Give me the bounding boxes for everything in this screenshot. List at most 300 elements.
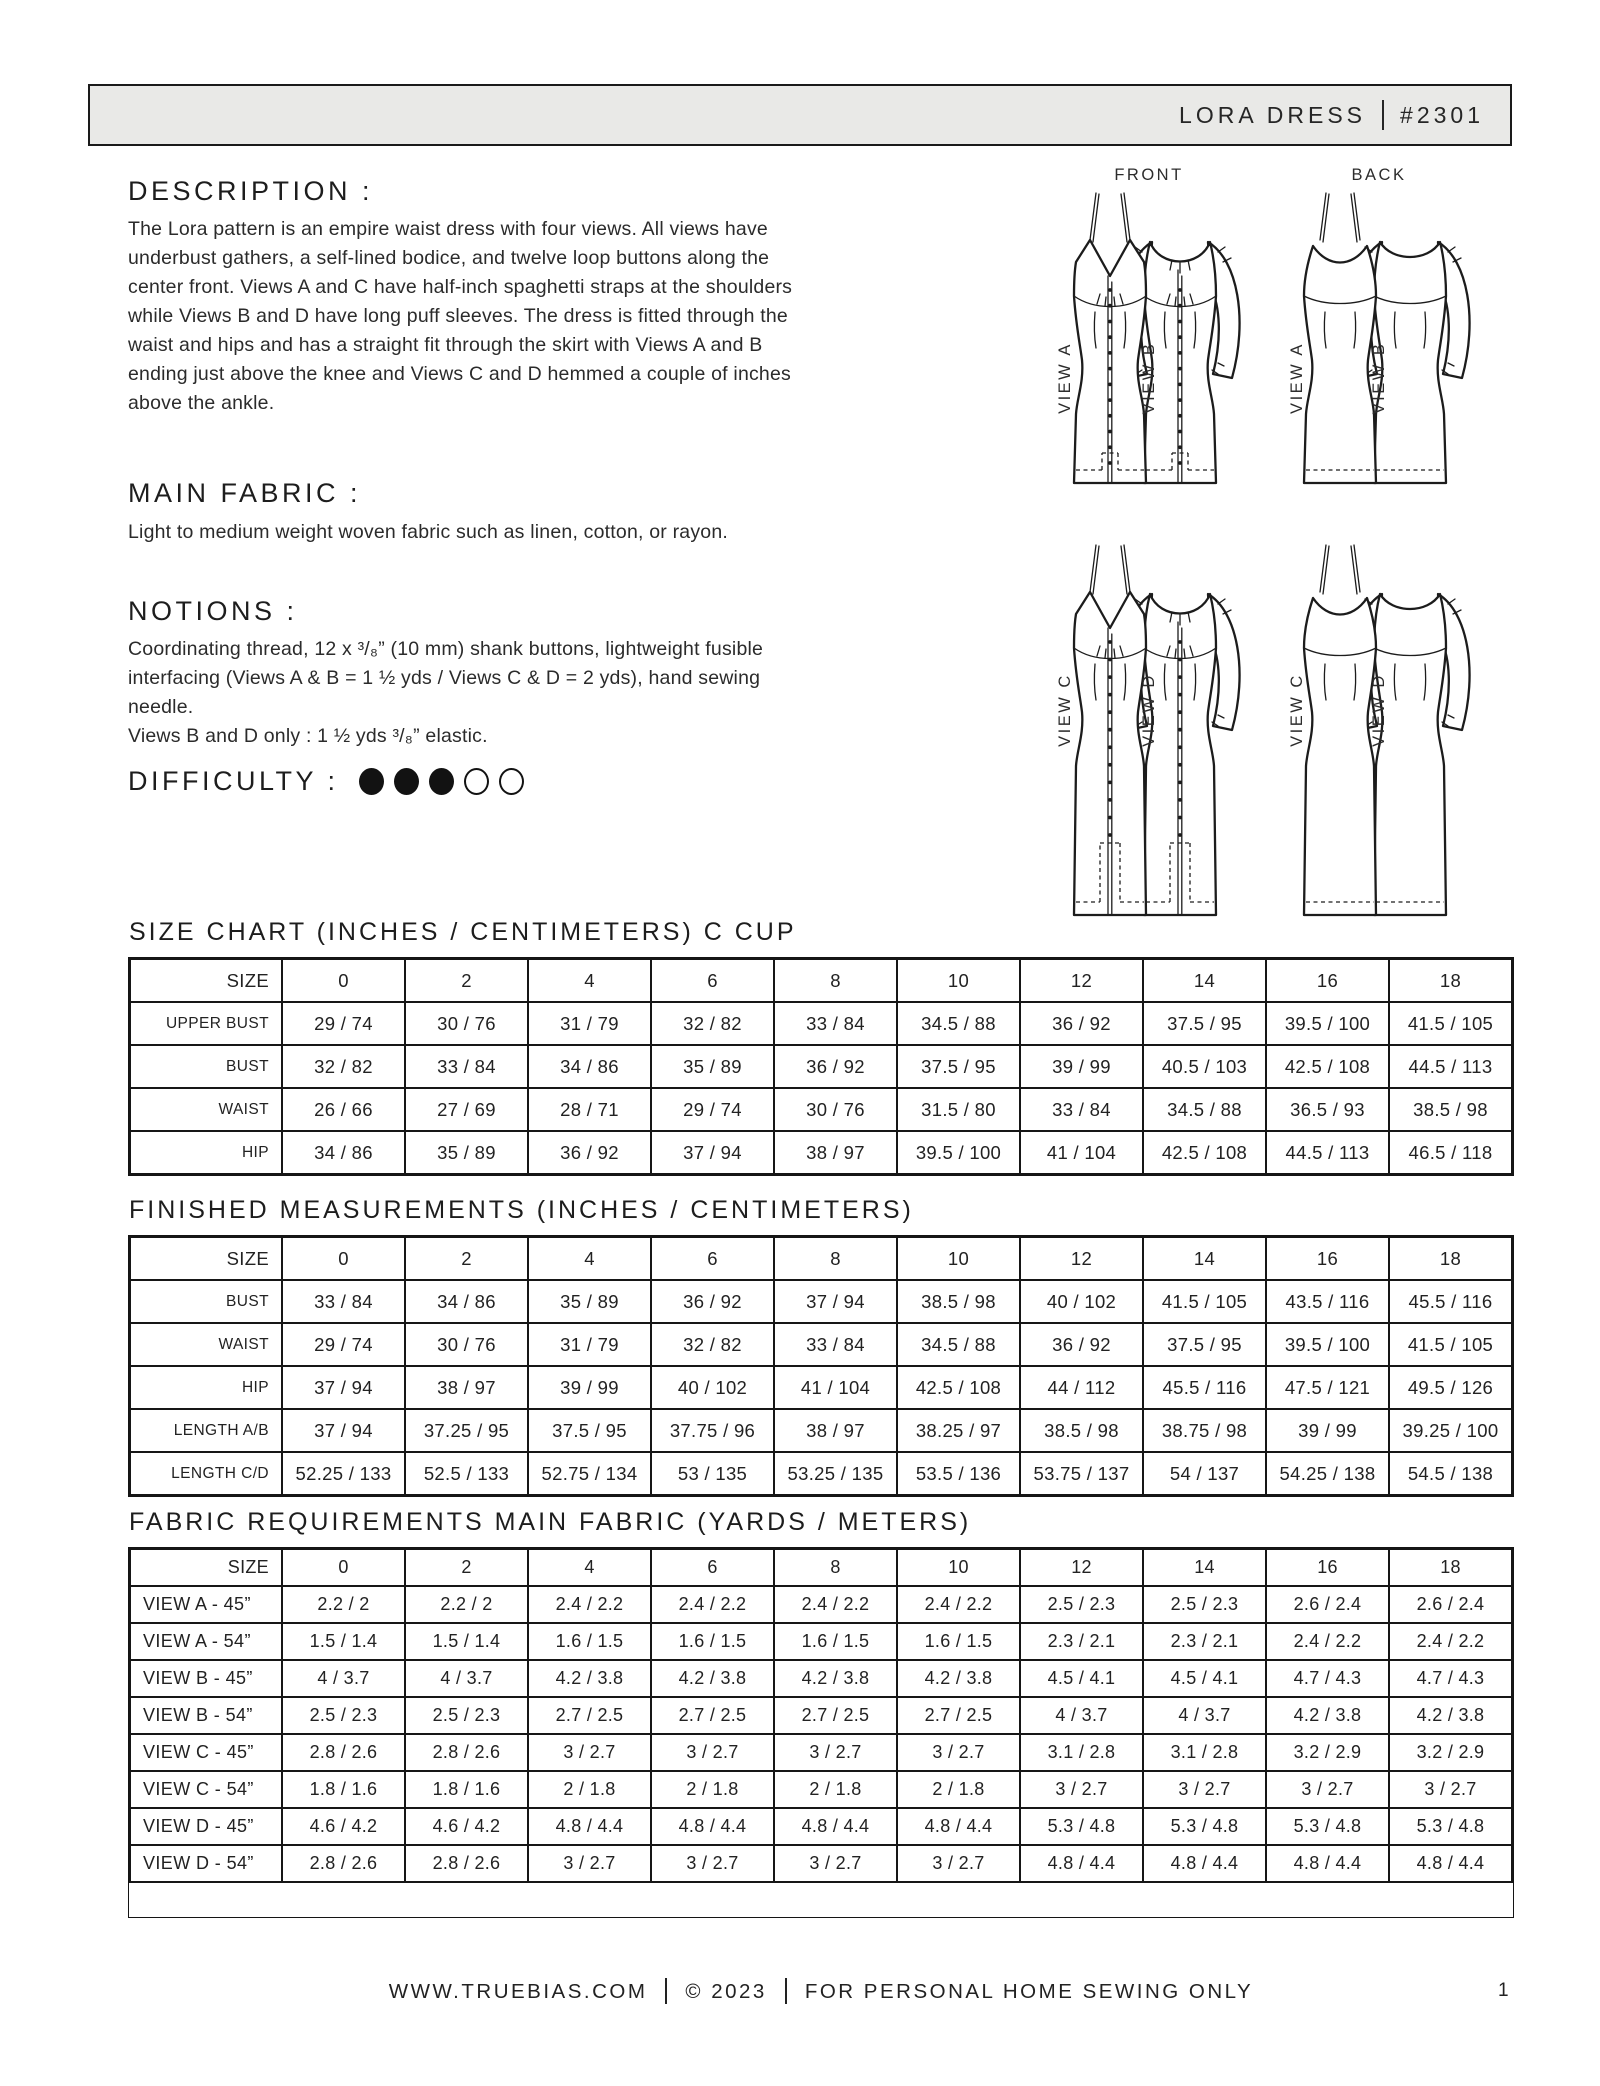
measurement-cell: 4.8 / 4.4: [774, 1808, 897, 1845]
measurement-cell: 31.5 / 80: [897, 1088, 1020, 1131]
view-a-front-label: VIEW A: [1056, 342, 1074, 414]
size-column-header: 12: [1020, 1237, 1143, 1280]
loop-button: [1178, 640, 1182, 644]
loop-button: [1178, 288, 1182, 292]
measurement-cell: 4 / 3.7: [282, 1660, 405, 1697]
measurement-cell: 37.5 / 95: [1143, 1002, 1266, 1045]
row-label: VIEW A - 45”: [130, 1586, 282, 1623]
measurement-cell: 2.4 / 2.2: [774, 1586, 897, 1623]
measurement-cell: 53.5 / 136: [897, 1452, 1020, 1495]
size-column-header: 18: [1389, 959, 1512, 1002]
size-column-header: 8: [774, 1237, 897, 1280]
measurement-cell: 41.5 / 105: [1389, 1323, 1512, 1366]
view-a-back-label: VIEW A: [1288, 342, 1306, 414]
loop-button: [1108, 728, 1112, 732]
size-column-header: 2: [405, 959, 528, 1002]
loop-button: [1108, 430, 1112, 434]
measurement-cell: 3 / 2.7: [528, 1845, 651, 1882]
measurement-cell: 2.8 / 2.6: [282, 1734, 405, 1771]
measurement-cell: 3.2 / 2.9: [1266, 1734, 1389, 1771]
measurement-cell: 2.5 / 2.3: [405, 1697, 528, 1734]
measurement-cell: 1.6 / 1.5: [897, 1623, 1020, 1660]
loop-button: [1178, 745, 1182, 749]
measurement-cell: 36 / 92: [528, 1131, 651, 1174]
size-column-header: 10: [897, 1549, 1020, 1586]
table-row: [130, 1660, 1512, 1697]
loop-button: [1178, 304, 1182, 308]
measurement-cell: 38.75 / 98: [1143, 1409, 1266, 1452]
measurement-cell: 38.5 / 98: [1020, 1409, 1143, 1452]
loop-button: [1178, 367, 1182, 371]
measurement-cell: 27 / 69: [405, 1088, 528, 1131]
size-column-header: 10: [897, 959, 1020, 1002]
measurement-cell: 39 / 99: [1020, 1045, 1143, 1088]
front-label: FRONT: [1114, 166, 1184, 184]
measurement-cell: 37 / 94: [774, 1280, 897, 1323]
measurement-cell: 2.5 / 2.3: [282, 1697, 405, 1734]
measurement-cell: 38 / 97: [774, 1131, 897, 1174]
measurement-cell: 33 / 84: [282, 1280, 405, 1323]
fabric-requirements-section: [128, 1508, 1514, 1918]
measurement-cell: 33 / 84: [405, 1045, 528, 1088]
finished-measurements-table-wrap: [128, 1235, 1514, 1497]
loop-button: [1178, 398, 1182, 402]
table-row: [130, 1280, 1512, 1323]
measurement-cell: 30 / 76: [405, 1002, 528, 1045]
measurement-cell: 35 / 89: [651, 1045, 774, 1088]
row-label: VIEW D - 45”: [130, 1808, 282, 1845]
view-d-front-label: VIEW D: [1140, 673, 1158, 747]
measurement-cell: 5.3 / 4.8: [1266, 1808, 1389, 1845]
measurement-cell: 2.3 / 2.1: [1143, 1623, 1266, 1660]
measurement-cell: 52.75 / 134: [528, 1452, 651, 1495]
view-c-back-label: VIEW C: [1288, 673, 1306, 747]
loop-button: [1178, 798, 1182, 802]
measurement-cell: 41.5 / 105: [1389, 1002, 1512, 1045]
loop-button: [1178, 430, 1182, 434]
measurement-cell: 41 / 104: [774, 1366, 897, 1409]
loop-button: [1108, 763, 1112, 767]
measurement-cell: 54.5 / 138: [1389, 1452, 1512, 1495]
measurement-cell: 4.8 / 4.4: [528, 1808, 651, 1845]
fabric_requirements-table: [129, 1548, 1513, 1883]
measurement-cell: 34 / 86: [528, 1045, 651, 1088]
footer-usage: FOR PERSONAL HOME SEWING ONLY: [804, 1980, 1254, 2003]
measurement-cell: 1.8 / 1.6: [405, 1771, 528, 1808]
size-column-header: 2: [405, 1549, 528, 1586]
measurement-cell: 32 / 82: [651, 1002, 774, 1045]
measurement-cell: 54.25 / 138: [1266, 1452, 1389, 1495]
measurement-cell: 39.5 / 100: [1266, 1002, 1389, 1045]
measurement-cell: 2.8 / 2.6: [405, 1845, 528, 1882]
measurement-cell: 4.2 / 3.8: [897, 1660, 1020, 1697]
pattern-number: #2301: [1400, 101, 1484, 128]
measurement-cell: 2 / 1.8: [897, 1771, 1020, 1808]
row-label: UPPER BUST: [130, 1002, 282, 1045]
size-column-header: 8: [774, 1549, 897, 1586]
measurement-cell: 41.5 / 105: [1143, 1280, 1266, 1323]
measurement-cell: 4.2 / 3.8: [774, 1660, 897, 1697]
measurement-cell: 32 / 82: [651, 1323, 774, 1366]
measurement-cell: 4.8 / 4.4: [1266, 1845, 1389, 1882]
measurement-cell: 44.5 / 113: [1266, 1131, 1389, 1174]
row-label: VIEW C - 54”: [130, 1771, 282, 1808]
row-label: LENGTH C/D: [130, 1452, 282, 1495]
pattern-title: LORA DRESS: [1179, 101, 1367, 128]
measurement-cell: 2.2 / 2: [405, 1586, 528, 1623]
loop-button: [1178, 781, 1182, 785]
table-row: [130, 1045, 1512, 1088]
measurement-cell: 39.25 / 100: [1389, 1409, 1512, 1452]
measurement-cell: 3 / 2.7: [1389, 1771, 1512, 1808]
measurement-cell: 3 / 2.7: [651, 1734, 774, 1771]
loop-button: [1108, 351, 1112, 355]
measurement-cell: 49.5 / 126: [1389, 1366, 1512, 1409]
size-header-label: SIZE: [130, 959, 282, 1002]
size-column-header: 4: [528, 1237, 651, 1280]
measurement-cell: 41 / 104: [1020, 1131, 1143, 1174]
measurement-cell: 2 / 1.8: [774, 1771, 897, 1808]
measurement-cell: 38.25 / 97: [897, 1409, 1020, 1452]
measurement-cell: 53.75 / 137: [1020, 1452, 1143, 1495]
row-label: BUST: [130, 1280, 282, 1323]
footer-website: WWW.TRUEBIAS.COM: [388, 1980, 648, 2003]
difficulty-dot-filled: [359, 768, 384, 795]
measurement-cell: 38 / 97: [405, 1366, 528, 1409]
measurement-cell: 36.5 / 93: [1266, 1088, 1389, 1131]
loop-button: [1108, 745, 1112, 749]
loop-button: [1108, 398, 1112, 402]
row-label: VIEW A - 54”: [130, 1623, 282, 1660]
row-label: HIP: [130, 1366, 282, 1409]
measurement-cell: 34.5 / 88: [1143, 1088, 1266, 1131]
size-chart-table-wrap: [128, 957, 1514, 1176]
size-column-header: 6: [651, 959, 774, 1002]
measurement-cell: 37.5 / 95: [528, 1409, 651, 1452]
measurement-cell: 4.7 / 4.3: [1266, 1660, 1389, 1697]
loop-button: [1108, 414, 1112, 418]
measurement-cell: 1.8 / 1.6: [282, 1771, 405, 1808]
size-column-header: 18: [1389, 1549, 1512, 1586]
page-footer: [128, 1978, 1514, 2004]
measurement-cell: 3 / 2.7: [897, 1845, 1020, 1882]
measurement-cell: 36 / 92: [774, 1045, 897, 1088]
loop-button: [1108, 320, 1112, 324]
measurement-cell: 2.4 / 2.2: [528, 1586, 651, 1623]
size-header-label: SIZE: [130, 1237, 282, 1280]
measurement-cell: 33 / 84: [774, 1323, 897, 1366]
description-body: The Lora pattern is an empire waist dress with four views. All views have underbust gathers, a self-lined bodice, and twelve loop buttons along the center front. Views A and C have half-inch spaghetti straps at the shoulders while Views B and D have long puff sleeves. The dress is fitted through the waist and hips and has a straight fit through the skirt with Views A and B ending just above the knee and Views C and D hemmed a couple of inches above the ankle.: [128, 218, 793, 414]
size-column-header: 2: [405, 1237, 528, 1280]
measurement-cell: 4.2 / 3.8: [1266, 1697, 1389, 1734]
measurement-cell: 4 / 3.7: [405, 1660, 528, 1697]
difficulty-dot-filled: [429, 768, 454, 795]
measurement-cell: 4.2 / 3.8: [651, 1660, 774, 1697]
measurement-cell: 2.6 / 2.4: [1266, 1586, 1389, 1623]
size-column-header: 4: [528, 1549, 651, 1586]
size-column-header: 0: [282, 959, 405, 1002]
main-fabric-heading: MAIN FABRIC :: [128, 478, 362, 508]
notions-heading: NOTIONS :: [128, 596, 298, 626]
measurement-cell: 36 / 92: [651, 1280, 774, 1323]
row-label: LENGTH A/B: [130, 1409, 282, 1452]
loop-button: [1108, 693, 1112, 697]
row-label: VIEW B - 45”: [130, 1660, 282, 1697]
measurement-cell: 4.6 / 4.2: [405, 1808, 528, 1845]
measurement-cell: 40 / 102: [651, 1366, 774, 1409]
measurement-cell: 2.4 / 2.2: [651, 1586, 774, 1623]
size-column-header: 14: [1143, 959, 1266, 1002]
difficulty-row: [128, 766, 524, 797]
measurement-cell: 2.4 / 2.2: [897, 1586, 1020, 1623]
size-column-header: 0: [282, 1237, 405, 1280]
size-column-header: 12: [1020, 959, 1143, 1002]
measurement-cell: 2.7 / 2.5: [651, 1697, 774, 1734]
loop-button: [1178, 693, 1182, 697]
measurement-cell: 43.5 / 116: [1266, 1280, 1389, 1323]
loop-button: [1108, 461, 1112, 465]
measurement-cell: 38.5 / 98: [897, 1280, 1020, 1323]
table-row: [130, 1131, 1512, 1174]
size-column-header: 6: [651, 1237, 774, 1280]
measurement-cell: 2.5 / 2.3: [1143, 1586, 1266, 1623]
fabric-requirements-table-wrap: [128, 1547, 1514, 1918]
measurement-cell: 2.8 / 2.6: [282, 1845, 405, 1882]
measurement-cell: 1.6 / 1.5: [651, 1623, 774, 1660]
measurement-cell: 37 / 94: [651, 1131, 774, 1174]
notions-line-1: Coordinating thread, 12 x ³/₈” (10 mm) shank buttons, lightweight fusible interfacing (Views A & B = 1 ½ yds / Views C & D = 2 yds), hand sewing needle.: [128, 638, 764, 718]
measurement-cell: 4.6 / 4.2: [282, 1808, 405, 1845]
measurement-cell: 3 / 2.7: [1143, 1771, 1266, 1808]
loop-button: [1108, 675, 1112, 679]
table-row: [130, 1697, 1512, 1734]
footer-divider: [785, 1978, 787, 2004]
loop-button: [1108, 383, 1112, 387]
loop-button: [1178, 383, 1182, 387]
main-fabric-body: Light to medium weight woven fabric such as linen, cotton, or rayon.: [128, 521, 728, 543]
table-row: [130, 1771, 1512, 1808]
table-row: [130, 1845, 1512, 1882]
table-row: [130, 1808, 1512, 1845]
view-c-front-label: VIEW C: [1056, 673, 1074, 747]
measurement-cell: 2 / 1.8: [528, 1771, 651, 1808]
loop-button: [1108, 781, 1112, 785]
measurement-cell: 4.5 / 4.1: [1020, 1660, 1143, 1697]
difficulty-rating: [359, 768, 524, 795]
loop-button: [1178, 675, 1182, 679]
finished_measurements-table: [129, 1236, 1513, 1496]
size-column-header: 8: [774, 959, 897, 1002]
measurement-cell: 1.5 / 1.4: [405, 1623, 528, 1660]
measurement-cell: 32 / 82: [282, 1045, 405, 1088]
measurement-cell: 42.5 / 108: [897, 1366, 1020, 1409]
view-b-back-label: VIEW B: [1370, 341, 1388, 415]
row-label: WAIST: [130, 1088, 282, 1131]
measurement-cell: 2.7 / 2.5: [897, 1697, 1020, 1734]
measurement-cell: 39.5 / 100: [1266, 1323, 1389, 1366]
loop-button: [1108, 304, 1112, 308]
measurement-cell: 38 / 97: [774, 1409, 897, 1452]
table-row: [130, 1452, 1512, 1495]
measurement-cell: 1.5 / 1.4: [282, 1623, 405, 1660]
loop-button: [1178, 728, 1182, 732]
measurement-cell: 37 / 94: [282, 1366, 405, 1409]
measurement-cell: 31 / 79: [528, 1323, 651, 1366]
size-column-header: 0: [282, 1549, 405, 1586]
loop-button: [1108, 367, 1112, 371]
measurement-cell: 34.5 / 88: [897, 1002, 1020, 1045]
loop-button: [1178, 351, 1182, 355]
measurement-cell: 2.2 / 2: [282, 1586, 405, 1623]
loop-button: [1178, 335, 1182, 339]
size-column-header: 16: [1266, 1549, 1389, 1586]
difficulty-dot-empty: [499, 768, 524, 795]
measurement-cell: 3 / 2.7: [774, 1734, 897, 1771]
measurement-cell: 4.8 / 4.4: [1020, 1845, 1143, 1882]
size-chart-title: SIZE CHART (INCHES / CENTIMETERS) C CUP: [129, 918, 797, 946]
measurement-cell: 53 / 135: [651, 1452, 774, 1495]
measurement-cell: 37.75 / 96: [651, 1409, 774, 1452]
row-label: WAIST: [130, 1323, 282, 1366]
measurement-cell: 54 / 137: [1143, 1452, 1266, 1495]
loop-button: [1178, 763, 1182, 767]
difficulty-dot-filled: [394, 768, 419, 795]
measurement-cell: 3 / 2.7: [897, 1734, 1020, 1771]
size-column-header: 14: [1143, 1237, 1266, 1280]
size-column-header: 4: [528, 959, 651, 1002]
measurement-cell: 35 / 89: [528, 1280, 651, 1323]
measurement-cell: 1.6 / 1.5: [774, 1623, 897, 1660]
size-column-header: 12: [1020, 1549, 1143, 1586]
measurement-cell: 2.8 / 2.6: [405, 1734, 528, 1771]
fabric-requirements-title: FABRIC REQUIREMENTS MAIN FABRIC (YARDS / METERS): [129, 1508, 972, 1536]
loop-button: [1178, 414, 1182, 418]
dress-views-illustration: [1040, 110, 1520, 930]
measurement-cell: 34.5 / 88: [897, 1323, 1020, 1366]
loop-button: [1108, 816, 1112, 820]
loop-button: [1108, 710, 1112, 714]
loop-button: [1178, 658, 1182, 662]
measurement-cell: 31 / 79: [528, 1002, 651, 1045]
footer-copyright: © 2023: [685, 1980, 767, 2003]
measurement-cell: 2.4 / 2.2: [1389, 1623, 1512, 1660]
loop-button: [1178, 461, 1182, 465]
measurement-cell: 45.5 / 116: [1143, 1366, 1266, 1409]
notions-body: [128, 635, 800, 751]
view-b-front-label: VIEW B: [1140, 341, 1158, 415]
view-c-front-drawing: [1074, 545, 1146, 915]
measurement-cell: 5.3 / 4.8: [1020, 1808, 1143, 1845]
measurement-cell: 4.2 / 3.8: [528, 1660, 651, 1697]
row-label: VIEW C - 45”: [130, 1734, 282, 1771]
measurement-cell: 1.6 / 1.5: [528, 1623, 651, 1660]
measurement-cell: 2 / 1.8: [651, 1771, 774, 1808]
measurement-cell: 4.8 / 4.4: [897, 1808, 1020, 1845]
measurement-cell: 2.7 / 2.5: [774, 1697, 897, 1734]
measurement-cell: 40.5 / 103: [1143, 1045, 1266, 1088]
row-label: BUST: [130, 1045, 282, 1088]
header-row: [130, 1237, 1512, 1280]
loop-button: [1108, 833, 1112, 837]
loop-button: [1178, 833, 1182, 837]
measurement-cell: 4 / 3.7: [1143, 1697, 1266, 1734]
measurement-cell: 33 / 84: [1020, 1088, 1143, 1131]
difficulty-heading: DIFFICULTY :: [128, 766, 339, 796]
measurement-cell: 4.8 / 4.4: [651, 1808, 774, 1845]
size-column-header: 10: [897, 1237, 1020, 1280]
measurement-cell: 2.5 / 2.3: [1020, 1586, 1143, 1623]
loop-button: [1108, 798, 1112, 802]
technical-drawings: [1040, 110, 1520, 930]
loop-button: [1108, 445, 1112, 449]
measurement-cell: 37 / 94: [282, 1409, 405, 1452]
measurement-cell: 30 / 76: [774, 1088, 897, 1131]
measurement-cell: 52.5 / 133: [405, 1452, 528, 1495]
header-row: [130, 959, 1512, 1002]
measurement-cell: 4.8 / 4.4: [1143, 1845, 1266, 1882]
measurement-cell: 52.25 / 133: [282, 1452, 405, 1495]
measurement-cell: 38.5 / 98: [1389, 1088, 1512, 1131]
measurement-cell: 3.1 / 2.8: [1143, 1734, 1266, 1771]
size-chart-section: [128, 918, 1514, 1176]
size-column-header: 6: [651, 1549, 774, 1586]
table-row: [130, 1088, 1512, 1131]
measurement-cell: 37.5 / 95: [1143, 1323, 1266, 1366]
measurement-cell: 44.5 / 113: [1389, 1045, 1512, 1088]
measurement-cell: 2.4 / 2.2: [1266, 1623, 1389, 1660]
table-row: [130, 1409, 1512, 1452]
loop-button: [1178, 320, 1182, 324]
measurement-cell: 3 / 2.7: [651, 1845, 774, 1882]
view-a-back-drawing: [1304, 193, 1376, 483]
measurement-cell: 30 / 76: [405, 1323, 528, 1366]
measurement-cell: 4.2 / 3.8: [1389, 1697, 1512, 1734]
measurement-cell: 44 / 112: [1020, 1366, 1143, 1409]
measurement-cell: 26 / 66: [282, 1088, 405, 1131]
view-a-front-drawing: [1074, 193, 1146, 483]
loop-button: [1108, 640, 1112, 644]
measurement-cell: 29 / 74: [282, 1002, 405, 1045]
measurement-cell: 37.25 / 95: [405, 1409, 528, 1452]
loop-button: [1178, 710, 1182, 714]
loop-button: [1108, 335, 1112, 339]
table-row: [130, 1366, 1512, 1409]
measurement-cell: 36 / 92: [1020, 1002, 1143, 1045]
back-label: BACK: [1351, 166, 1407, 184]
page-number: 1: [1498, 1980, 1509, 2001]
size-column-header: 16: [1266, 959, 1389, 1002]
notions-line-2: Views B and D only : 1 ½ yds ³/₈” elastic.: [128, 725, 488, 747]
measurement-cell: 45.5 / 116: [1389, 1280, 1512, 1323]
measurement-cell: 35 / 89: [405, 1131, 528, 1174]
view-d-back-label: VIEW D: [1370, 673, 1388, 747]
measurement-cell: 39.5 / 100: [897, 1131, 1020, 1174]
measurement-cell: 36 / 92: [1020, 1323, 1143, 1366]
view-c-back-drawing: [1304, 545, 1376, 915]
table-row: [130, 1623, 1512, 1660]
measurement-cell: 39 / 99: [528, 1366, 651, 1409]
measurement-cell: 34 / 86: [405, 1280, 528, 1323]
size_chart-table: [129, 958, 1513, 1175]
header-row: [130, 1549, 1512, 1586]
measurement-cell: 42.5 / 108: [1266, 1045, 1389, 1088]
measurement-cell: 53.25 / 135: [774, 1452, 897, 1495]
footer-divider: [665, 1978, 667, 2004]
table-row: [130, 1002, 1512, 1045]
loop-button: [1178, 816, 1182, 820]
loop-button: [1108, 658, 1112, 662]
measurement-cell: 4.7 / 4.3: [1389, 1660, 1512, 1697]
